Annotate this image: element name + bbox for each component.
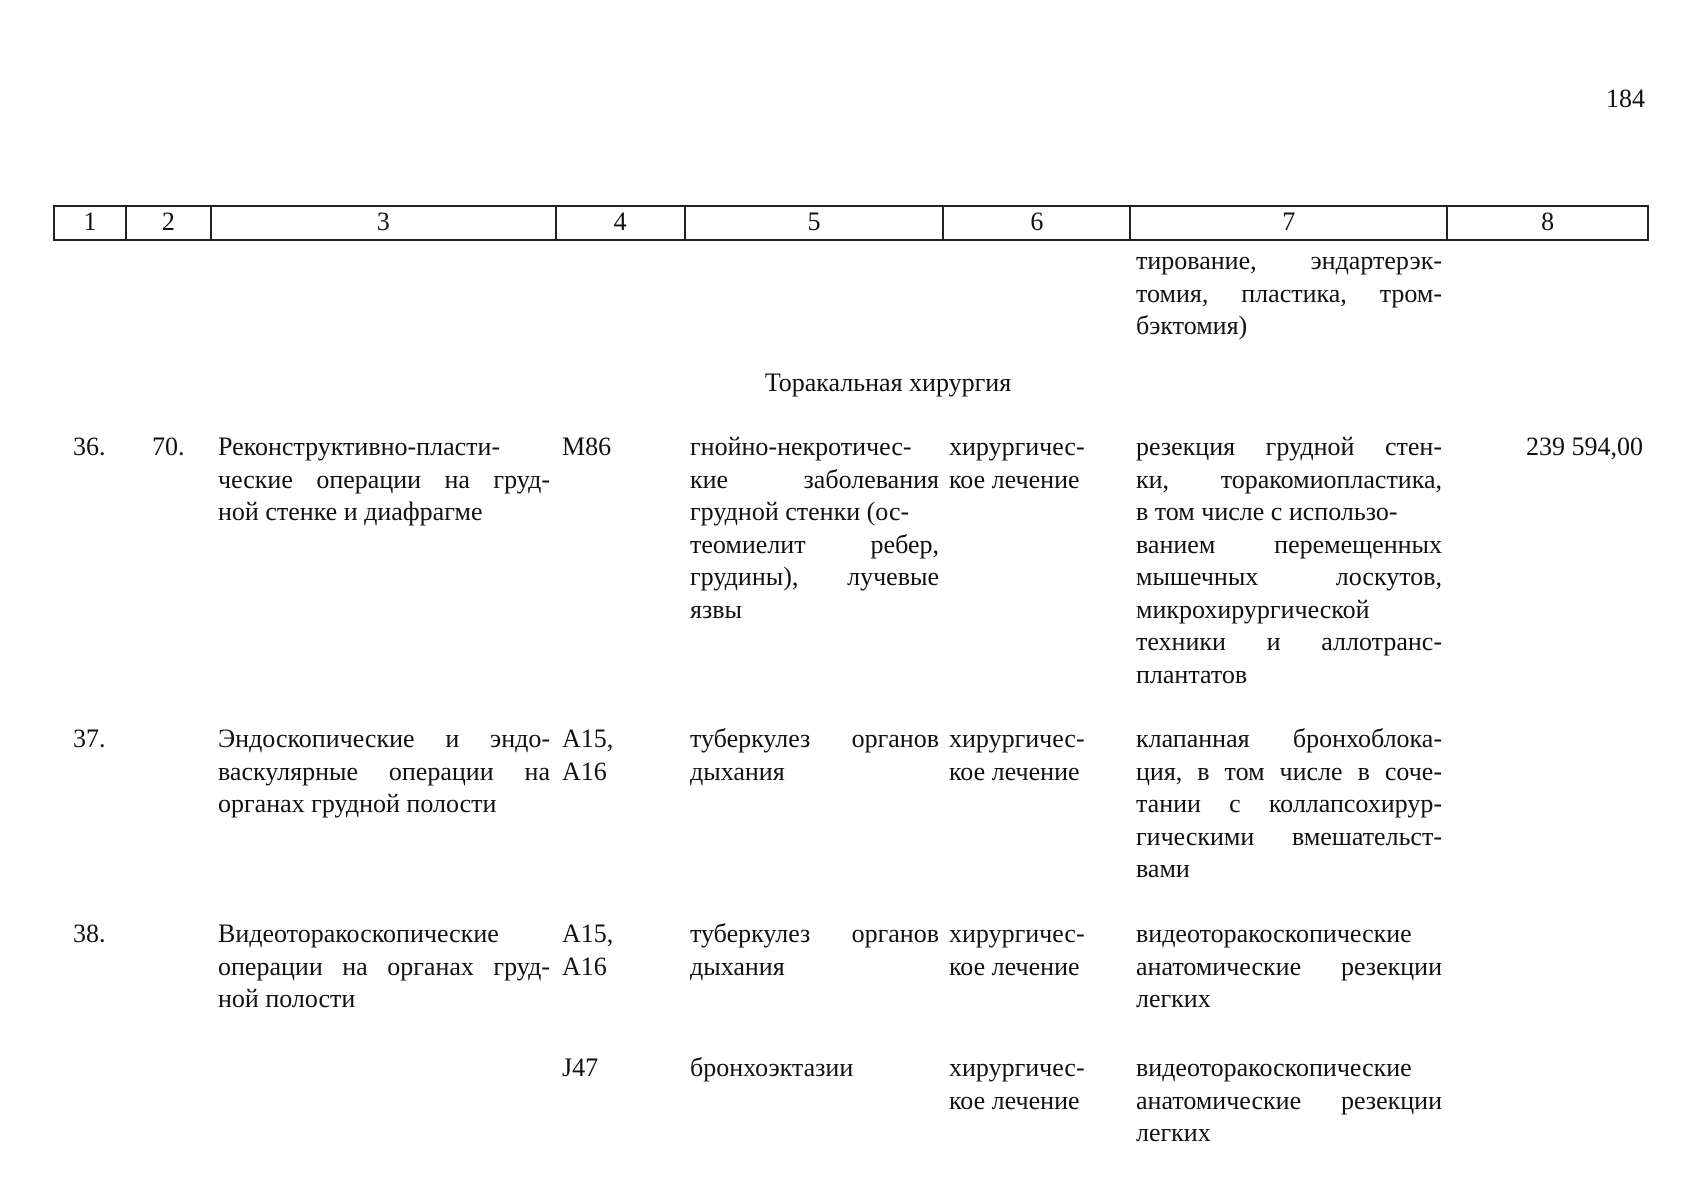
text-line: дыхания [690,756,785,786]
text-line: гнойно-некротичес- [690,432,912,461]
icd-code [562,1052,598,1085]
text-line: A15, [562,724,614,753]
header-col-2: 2 [127,207,212,239]
text-line: тании с коллапсохирур- [1136,789,1442,818]
treatment-type [949,723,1085,788]
text-line: кое лечение [949,1085,1080,1115]
row-subnumber: 70. [152,432,185,461]
text-line: операции на органах груд- [218,951,550,981]
text-line: ванием перемещенных [1136,529,1442,559]
icd-code [562,431,611,464]
text-line: A16 [562,951,607,981]
row-number: 36. [73,432,106,461]
text-line: A16 [562,756,607,786]
continued-method-text [1136,245,1442,343]
text-line: грудины), лучевые [690,562,939,591]
text-line: легких [1136,984,1211,1013]
text-line: видеоторакоскопические [1136,919,1412,948]
treatment-method [1136,431,1442,691]
text-line: ция, в том числе в соче- [1136,756,1442,786]
text-line: гическими вмешательст- [1136,821,1442,851]
text-line: Видеоторакоскопические [218,919,499,948]
text-line: дыхания [690,951,785,981]
treatment-type [949,1052,1085,1117]
text-line: ческие операции на груд- [218,464,550,494]
text-line: M86 [562,432,612,461]
text-line: туберкулез органов [690,919,939,948]
row-number: 37. [73,724,106,753]
text-line: A15, [562,919,614,948]
diagnosis [690,1052,939,1085]
text-line: микрохирургической [1136,594,1370,624]
text-line: васкулярные операции на [218,756,550,786]
header-col-3: 3 [212,207,557,239]
diagnosis [690,723,939,788]
section-title: Торакальная хирургия [764,368,1012,397]
text-line: хирургичес- [949,1053,1085,1082]
text-line: в том числе с использо- [1136,497,1398,526]
continued-line: томия, пластика, тром- [1136,278,1442,308]
text-line: ной стенке и диафрагме [218,497,483,526]
row-number: 38. [73,919,106,948]
header-col-6: 6 [944,207,1131,239]
diagnosis [690,431,939,626]
continued-line: бэктомия) [1136,311,1248,340]
icd-code [562,723,613,788]
text-line: туберкулез органов [690,724,939,753]
operation-name [218,431,550,529]
text-line: анатомические резекции [1136,951,1442,981]
text-line: легких [1136,1118,1211,1147]
text-line: кое лечение [949,756,1080,786]
text-line: Эндоскопические и эндо- [218,724,550,753]
icd-code [562,918,613,983]
treatment-type [949,431,1085,496]
treatment-method [1136,1052,1442,1150]
text-line: Реконструктивно-пласти- [218,432,501,461]
header-col-1: 1 [55,207,127,239]
text-line: хирургичес- [949,919,1085,948]
text-line: язвы [690,594,742,624]
cost-value: 239 594,00 [1526,432,1643,461]
treatment-method [1136,918,1442,1016]
text-line: анатомические резекции [1136,1085,1442,1115]
text-line: клапанная бронхоблока- [1136,724,1442,753]
text-line: ной полости [218,984,356,1013]
header-col-8: 8 [1541,207,1555,236]
text-line: видеоторакоскопические [1136,1053,1412,1082]
header-col-7: 7 [1131,207,1448,239]
text-line: органах грудной полости [218,789,497,818]
table-header-row [53,205,1649,241]
text-line: резекция грудной стен- [1136,432,1442,461]
text-line: грудной стенки (ос- [690,497,910,526]
header-col-4: 4 [557,207,686,239]
operation-name [218,918,550,1016]
text-line: ки, торакомиопластика, [1136,464,1442,494]
text-line: кие заболевания [690,464,939,494]
text-line: вами [1136,854,1190,883]
text-line: кое лечение [949,951,1080,981]
operation-name [218,723,550,821]
text-line: кое лечение [949,464,1080,494]
treatment-method [1136,723,1442,886]
text-line: плантатов [1136,659,1248,689]
treatment-type [949,918,1085,983]
header-col-5: 5 [686,207,945,239]
text-line: J47 [562,1053,599,1082]
text-line: бронхоэктазии [690,1053,854,1082]
text-line: мышечных лоскутов, [1136,562,1442,591]
continued-line: тирование, эндартерэк- [1136,246,1442,275]
page-number: 184 [1606,84,1645,113]
diagnosis [690,918,939,983]
text-line: хирургичес- [949,432,1085,461]
text-line: техники и аллотранс- [1136,627,1442,656]
text-line: хирургичес- [949,724,1085,753]
text-line: теомиелит ребер, [690,529,939,559]
